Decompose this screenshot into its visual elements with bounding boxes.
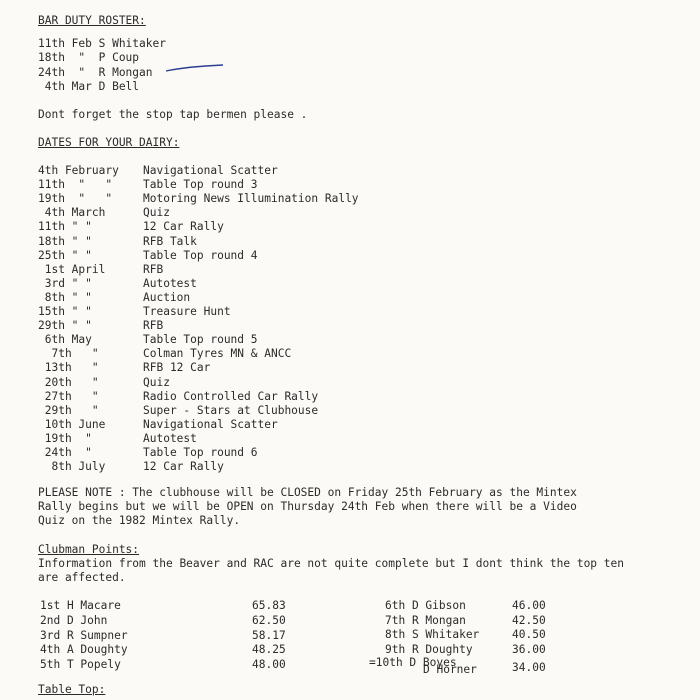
diary-date: 25th " " (38, 248, 92, 262)
clubman-heading: Clubman Points: (38, 543, 140, 556)
diary-row (0, 235, 700, 249)
diary-row (0, 390, 700, 404)
diary-row (0, 263, 700, 277)
points-value: 48.00 (252, 658, 286, 671)
diary-row (0, 404, 700, 418)
diary-event: Table Top round 6 (143, 446, 258, 459)
diary-event: Navigational Scatter (143, 164, 278, 177)
points-name: 9th R Doughty (385, 643, 473, 656)
diary-date: 27th " (38, 389, 99, 403)
points-value: 42.50 (512, 614, 546, 627)
diary-date: 3rd " " (38, 276, 92, 290)
diary-event: Autotest (143, 276, 197, 290)
pen-underline-mark (165, 62, 225, 76)
points-name: 2nd D John (40, 614, 108, 627)
diary-row (0, 347, 700, 361)
diary-date: 6th May (38, 333, 92, 347)
note-line-1: PLEASE NOTE : The clubhouse will be CLOSED on Friday 25th February as the Mintex (38, 486, 577, 499)
diary-date: 19th " " (38, 192, 113, 206)
diary-row (0, 305, 700, 319)
diary-date: 10th June (38, 417, 106, 431)
diary-event: Motoring News Illumination Rally (143, 192, 359, 206)
diary-event: Treasure Hunt (143, 305, 231, 318)
diary-date: 4th February (38, 164, 119, 177)
points-name: 3rd R Sumpner (40, 629, 128, 642)
diary-event: Colman Tyres MN & ANCC (143, 347, 292, 361)
points-value: 48.25 (252, 643, 286, 656)
diary-date: 7th " (38, 347, 99, 361)
diary-date: 13th " (38, 361, 99, 375)
diary-row (0, 361, 700, 375)
points-name: 6th D Gibson (385, 599, 466, 612)
roster-row: 4th Mar D Bell (38, 80, 140, 93)
diary-row (0, 192, 700, 206)
points-value: 46.00 (512, 599, 546, 612)
diary-heading: DATES FOR YOUR DAIRY: (38, 136, 180, 149)
points-value: 58.17 (252, 629, 286, 642)
points-name: D Horner (423, 663, 477, 676)
diary-date: 15th " " (38, 305, 92, 318)
points-name: 7th R Mongan (385, 614, 466, 627)
stop-tap-reminder: Dont forget the stop tap bermen please . (38, 108, 308, 121)
diary-row (0, 220, 700, 234)
diary-event: RFB (143, 319, 164, 333)
diary-date: 8th " " (38, 290, 92, 304)
diary-event: 12 Car Rally (143, 460, 224, 474)
diary-event: Table Top round 4 (143, 248, 258, 262)
diary-date: 19th " (38, 431, 92, 445)
diary-row (0, 277, 700, 291)
diary-event: Auction (143, 290, 191, 304)
clubman-intro-1: Information from the Beaver and RAC are not quite complete but I dont think the top ten (38, 557, 624, 570)
diary-event: RFB Talk (143, 234, 197, 248)
points-name: 4th A Doughty (40, 643, 128, 656)
diary-row (0, 291, 700, 305)
diary-row (0, 319, 700, 333)
diary-row (0, 206, 700, 220)
points-name: 5th T Popely (40, 658, 121, 671)
diary-date: 29th " (38, 403, 99, 417)
diary-date: 20th " (38, 375, 99, 389)
diary-row (0, 460, 700, 474)
diary-date: 4th March (38, 206, 106, 220)
points-value: 40.50 (512, 628, 546, 641)
roster-row: 24th " R Mongan (38, 66, 153, 79)
diary-date: 18th " " (38, 234, 92, 248)
diary-event: Table Top round 5 (143, 333, 258, 347)
diary-row (0, 249, 700, 263)
diary-event: RFB (143, 262, 164, 276)
diary-row (0, 164, 700, 178)
diary-row (0, 376, 700, 390)
diary-event: Quiz (143, 375, 170, 389)
note-line-3: Quiz on the 1982 Mintex Rally. (38, 514, 241, 527)
diary-date: 1st April (38, 262, 106, 276)
diary-row (0, 418, 700, 432)
diary-event: Radio Controlled Car Rally (143, 389, 319, 403)
clubman-intro-2: are affected. (38, 571, 126, 584)
points-name: 1st H Macare (40, 599, 121, 612)
roster-row: 18th " P Coup (38, 51, 140, 64)
diary-event: Navigational Scatter (143, 417, 278, 431)
points-name: =10th D Boyes (369, 656, 457, 669)
points-value: 36.00 (512, 643, 546, 656)
points-value: 65.83 (252, 599, 286, 612)
diary-date: 11th " " (38, 220, 92, 234)
diary-event: Quiz (143, 206, 170, 220)
note-line-2: Rally begins but we will be OPEN on Thursday 24th Feb when there will be a Video (38, 500, 577, 513)
points-value: 62.50 (252, 614, 286, 627)
table-top-heading: Table Top: (38, 683, 106, 696)
diary-event: Table Top round 3 (143, 178, 258, 192)
diary-event: 12 Car Rally (143, 220, 224, 234)
roster-row: 11th Feb S Whitaker (38, 37, 166, 50)
diary-date: 29th " " (38, 319, 92, 333)
diary-row (0, 446, 700, 460)
diary-row (0, 333, 700, 347)
diary-event: Super - Stars at Clubhouse (143, 403, 319, 417)
bar-roster-heading: BAR DUTY ROSTER: (38, 14, 146, 27)
diary-row (0, 432, 700, 446)
diary-event: RFB 12 Car (143, 361, 211, 375)
diary-date: 24th " (38, 446, 92, 459)
points-value: 34.00 (512, 661, 546, 674)
diary-row (0, 178, 700, 192)
diary-date: 11th " " (38, 178, 113, 192)
diary-date: 8th July (38, 460, 106, 474)
points-name: 8th S Whitaker (385, 628, 480, 641)
diary-event: Autotest (143, 431, 197, 445)
